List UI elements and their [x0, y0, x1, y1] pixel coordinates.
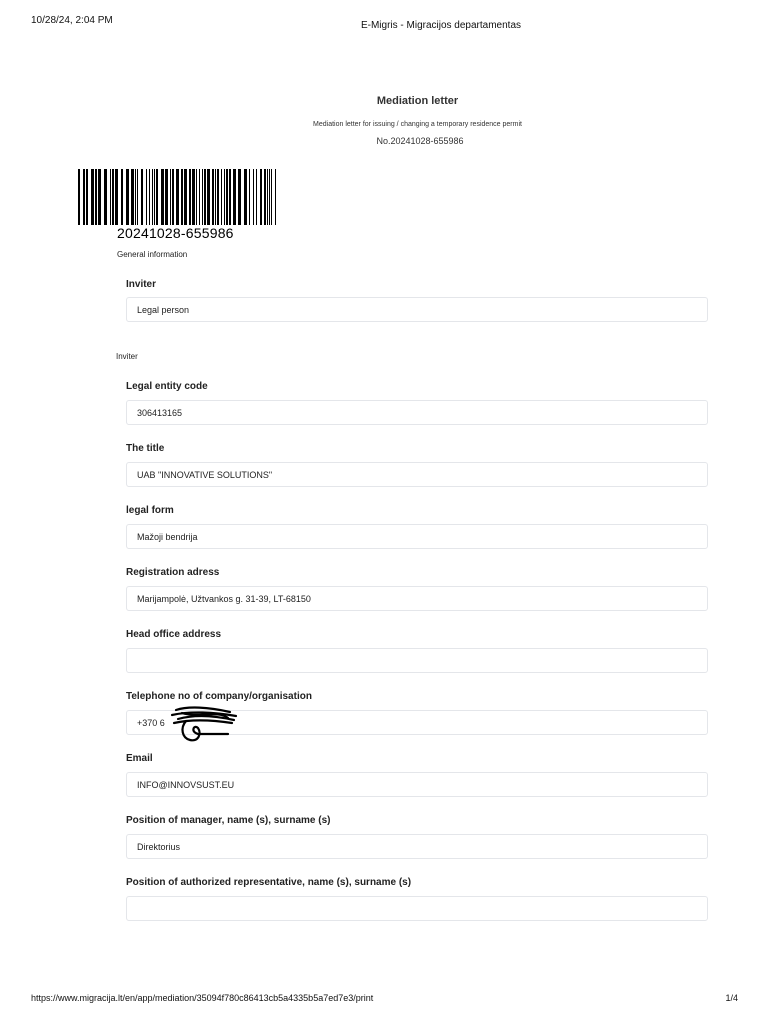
barcode-bar	[226, 169, 228, 225]
barcode-bar	[131, 169, 134, 225]
manager-position-field	[126, 834, 708, 859]
barcode-bar	[264, 169, 266, 225]
barcode-bar	[98, 169, 101, 225]
barcode-bar	[115, 169, 118, 225]
print-page-title: E-Migris - Migracijos departamentas	[360, 20, 522, 31]
head-office-address-field	[126, 648, 708, 673]
email-label: Email	[126, 753, 153, 764]
barcode-bar	[199, 169, 200, 225]
barcode-bar	[184, 169, 187, 225]
barcode-bar	[249, 169, 250, 225]
barcode-bar	[260, 169, 262, 225]
barcode-bar	[233, 169, 236, 225]
barcode-bar	[256, 169, 257, 225]
barcode-bar	[204, 169, 206, 225]
telephone-value: +370 6	[137, 718, 165, 728]
inviter-type-value: Legal person	[137, 305, 190, 315]
barcode-bar	[275, 169, 276, 225]
title-field	[126, 462, 708, 487]
barcode-bar	[217, 169, 219, 225]
legal-entity-code-field	[126, 400, 708, 425]
barcode-bar	[267, 169, 268, 225]
document-subtitle: Mediation letter for issuing / changing a temporary residence permit	[313, 121, 522, 128]
barcode-bar	[154, 169, 155, 225]
barcode-bar	[181, 169, 183, 225]
barcode-bar	[78, 169, 80, 225]
manager-position-value: Direktorius	[137, 842, 181, 852]
barcode-bar	[83, 169, 85, 225]
legal-form-label: legal form	[126, 505, 174, 516]
barcode-bar	[91, 169, 94, 225]
title-label: The title	[126, 443, 165, 454]
section-general-label: General information	[117, 250, 188, 259]
barcode-bar	[86, 169, 88, 225]
barcode-bar	[229, 169, 231, 225]
barcode-bar	[146, 169, 147, 225]
barcode-bar	[141, 169, 143, 225]
barcode-bar	[238, 169, 241, 225]
barcode-bar	[176, 169, 179, 225]
barcode-bar	[224, 169, 225, 225]
barcode-bar	[165, 169, 168, 225]
barcode-bar	[172, 169, 174, 225]
barcode-bar	[221, 169, 222, 225]
legal-form-value: Mažoji bendrija	[137, 532, 198, 542]
barcode-bar	[110, 169, 111, 225]
document-number: No.20241028-655986	[376, 136, 464, 146]
barcode-bar	[196, 169, 197, 225]
registration-address-field	[126, 586, 708, 611]
barcode-bar	[156, 169, 158, 225]
registration-address-label: Registration adress	[126, 567, 220, 578]
legal-entity-code-label: Legal entity code	[126, 381, 208, 392]
barcode-bar	[161, 169, 164, 225]
barcode-bar	[152, 169, 153, 225]
email-field	[126, 772, 708, 797]
head-office-address-label: Head office address	[126, 629, 222, 640]
registration-address-value: Marijampolė, Užtvankos g. 31-39, LT-68150	[137, 594, 311, 604]
manager-position-label: Position of manager, name (s), surname (s)	[126, 815, 331, 826]
print-url: https://www.migracija.lt/en/app/mediation/35094f780c86413cb5a4335b5a7ed7e3/print	[31, 993, 374, 1003]
barcode-bar	[212, 169, 214, 225]
barcode-bar	[271, 169, 272, 225]
legal-entity-code-value: 306413165	[137, 408, 183, 418]
barcode-bar	[269, 169, 270, 225]
print-datetime: 10/28/24, 2:04 PM	[31, 15, 113, 26]
barcode-bar	[137, 169, 138, 225]
barcode-bar	[253, 169, 254, 225]
inviter-type-label: Inviter	[126, 279, 157, 290]
representative-position-label: Position of authorized representative, name (s), surname (s)	[126, 877, 412, 888]
barcode-bar	[170, 169, 171, 225]
representative-position-field	[126, 896, 708, 921]
redaction-scribble	[168, 704, 238, 744]
barcode-bar	[95, 169, 97, 225]
barcode-bar	[121, 169, 123, 225]
barcode-bar	[192, 169, 195, 225]
telephone-label: Telephone no of company/organisation	[126, 691, 312, 702]
title-value: UAB "INNOVATIVE SOLUTIONS"	[137, 470, 273, 480]
barcode-bar	[126, 169, 129, 225]
legal-form-field	[126, 524, 708, 549]
barcode-bar	[207, 169, 210, 225]
barcode-bar	[149, 169, 150, 225]
barcode-bar	[112, 169, 114, 225]
print-page-number: 1/4	[725, 993, 738, 1003]
document-title: Mediation letter	[376, 95, 459, 107]
barcode-bar	[189, 169, 191, 225]
inviter-type-field	[126, 297, 708, 322]
section-inviter-label: Inviter	[116, 352, 138, 361]
email-value: INFO@INNOVSUST.EU	[137, 780, 235, 790]
barcode-bar	[202, 169, 203, 225]
barcode-bar	[215, 169, 216, 225]
barcode-bar	[104, 169, 107, 225]
barcode-bar	[135, 169, 136, 225]
barcode-text: 20241028-655986	[117, 225, 234, 241]
barcode-bar	[244, 169, 247, 225]
barcode-image	[77, 169, 277, 225]
